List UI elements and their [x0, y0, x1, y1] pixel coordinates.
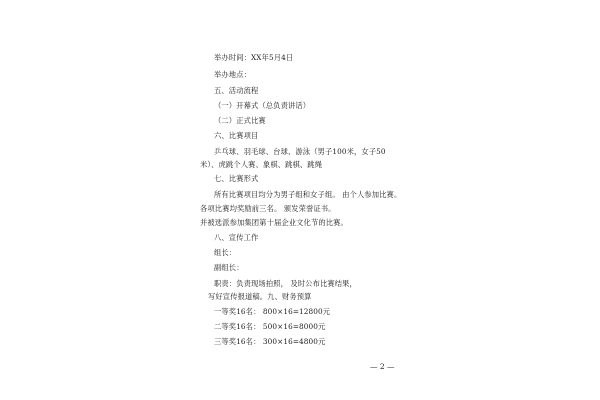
format-text-line-2: 各项比赛均奖励前三名。 颁发荣誉证书。	[200, 204, 336, 213]
page-number: — 2 —	[370, 362, 395, 371]
duties-line-1: 职责：负责现场拍照， 及时公布比赛结果，	[214, 279, 357, 288]
budget-third-prize: 三等奖16名： 300×16=4800元	[214, 337, 326, 346]
event-time-line: 举办时间：XX年5月4日	[214, 53, 294, 62]
budget-first-prize: 一等奖16名： 800×16=12800元	[214, 307, 331, 316]
event-venue-line: 举办地点：	[214, 70, 251, 79]
section-heading-publicity: 八、宣传工作	[214, 233, 259, 242]
events-list-line-1: 乒乓球、羽毛球、台球、游泳（男子100米，女子50	[214, 147, 386, 156]
deputy-leader-line: 副组长：	[214, 263, 244, 272]
format-text-line-3: 并被选派参加集团第十届企业文化节的比赛。	[200, 218, 348, 227]
section-heading-events: 六、比赛项目	[214, 131, 259, 140]
duties-line-2: 写好宣传报道稿。九、财务预算	[208, 292, 312, 301]
section-heading-process: 五、活动流程	[214, 86, 259, 95]
process-item-opening: （一）开幕式（总负责讲话）	[214, 101, 311, 110]
budget-second-prize: 二等奖16名： 500×16=8000元	[214, 322, 326, 331]
format-text-line-1: 所有比赛项目均分为男子组和女子组。 由个人参加比赛。	[214, 190, 402, 199]
team-leader-line: 组长：	[214, 248, 237, 257]
events-list-line-2: 米）、虎跳个人赛、象棋、跳棋、跳绳	[200, 160, 323, 169]
section-heading-format: 七、比赛形式	[214, 174, 259, 183]
process-item-competition: （二）正式比赛	[214, 116, 266, 125]
